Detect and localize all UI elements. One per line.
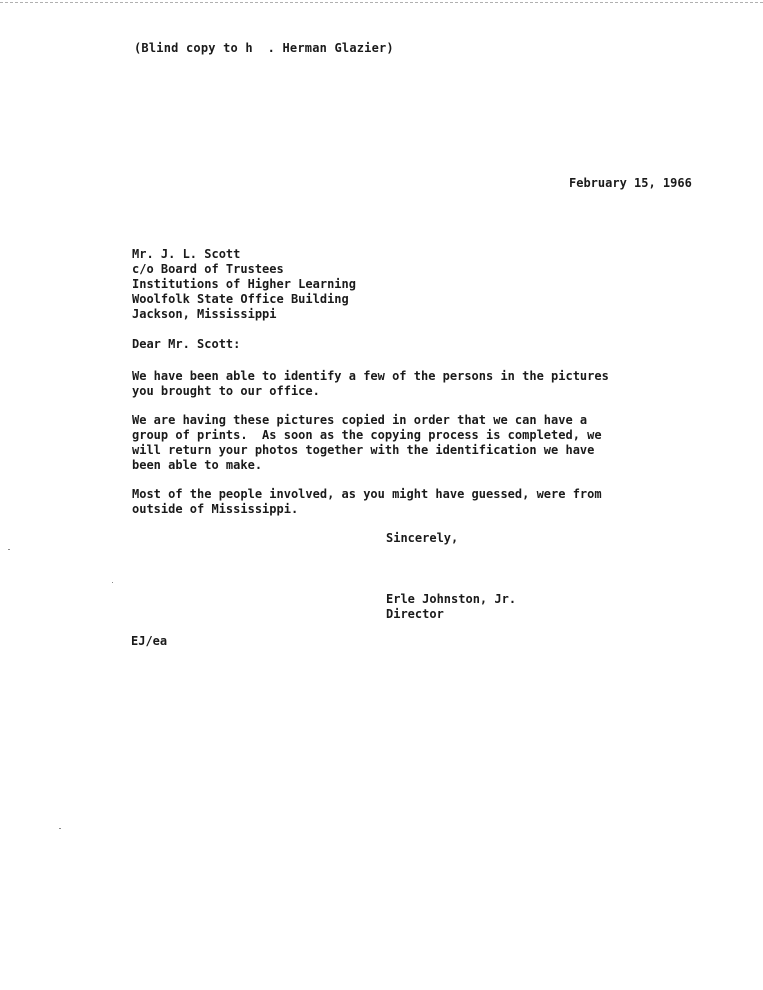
scan-speck [59,828,61,829]
scan-speck [8,549,10,550]
scan-speck [112,582,113,583]
recipient-name: Mr. J. L. Scott [132,247,241,261]
closing: Sincerely, [386,531,459,545]
paragraph-line: group of prints. As soon as the copying process is completed, we [132,428,602,442]
page-top-edge [0,2,763,3]
typist-initials: EJ/ea [131,634,168,648]
signature-block [386,592,516,622]
recipient-line: c/o Board of Trustees [132,262,284,276]
body-paragraph-3 [132,487,652,517]
body-paragraph-1 [132,369,652,399]
paragraph-line: you brought to our office. [132,384,320,398]
paragraph-line: We have been able to identify a few of the persons in the pictures [132,369,609,383]
body-paragraph-2 [132,413,652,473]
paragraph-line: Most of the people involved, as you might have guessed, were from [132,487,602,501]
salutation: Dear Mr. Scott: [132,337,241,351]
paragraph-line: outside of Mississippi. [132,502,299,516]
recipient-line: Institutions of Higher Learning [132,277,356,291]
letter-date: February 15, 1966 [569,176,692,190]
signer-name: Erle Johnston, Jr. [386,592,517,606]
paragraph-line: We are having these pictures copied in order that we can have a [132,413,588,427]
recipient-address [132,247,356,322]
signer-title: Director [386,607,444,621]
paragraph-line: will return your photos together with the identification we have [132,443,595,457]
recipient-line: Woolfolk State Office Building [132,292,349,306]
blind-copy-note: (Blind copy to h . Herman Glazier) [134,41,394,55]
recipient-city: Jackson, Mississippi [132,307,277,321]
paragraph-line: been able to make. [132,458,263,472]
